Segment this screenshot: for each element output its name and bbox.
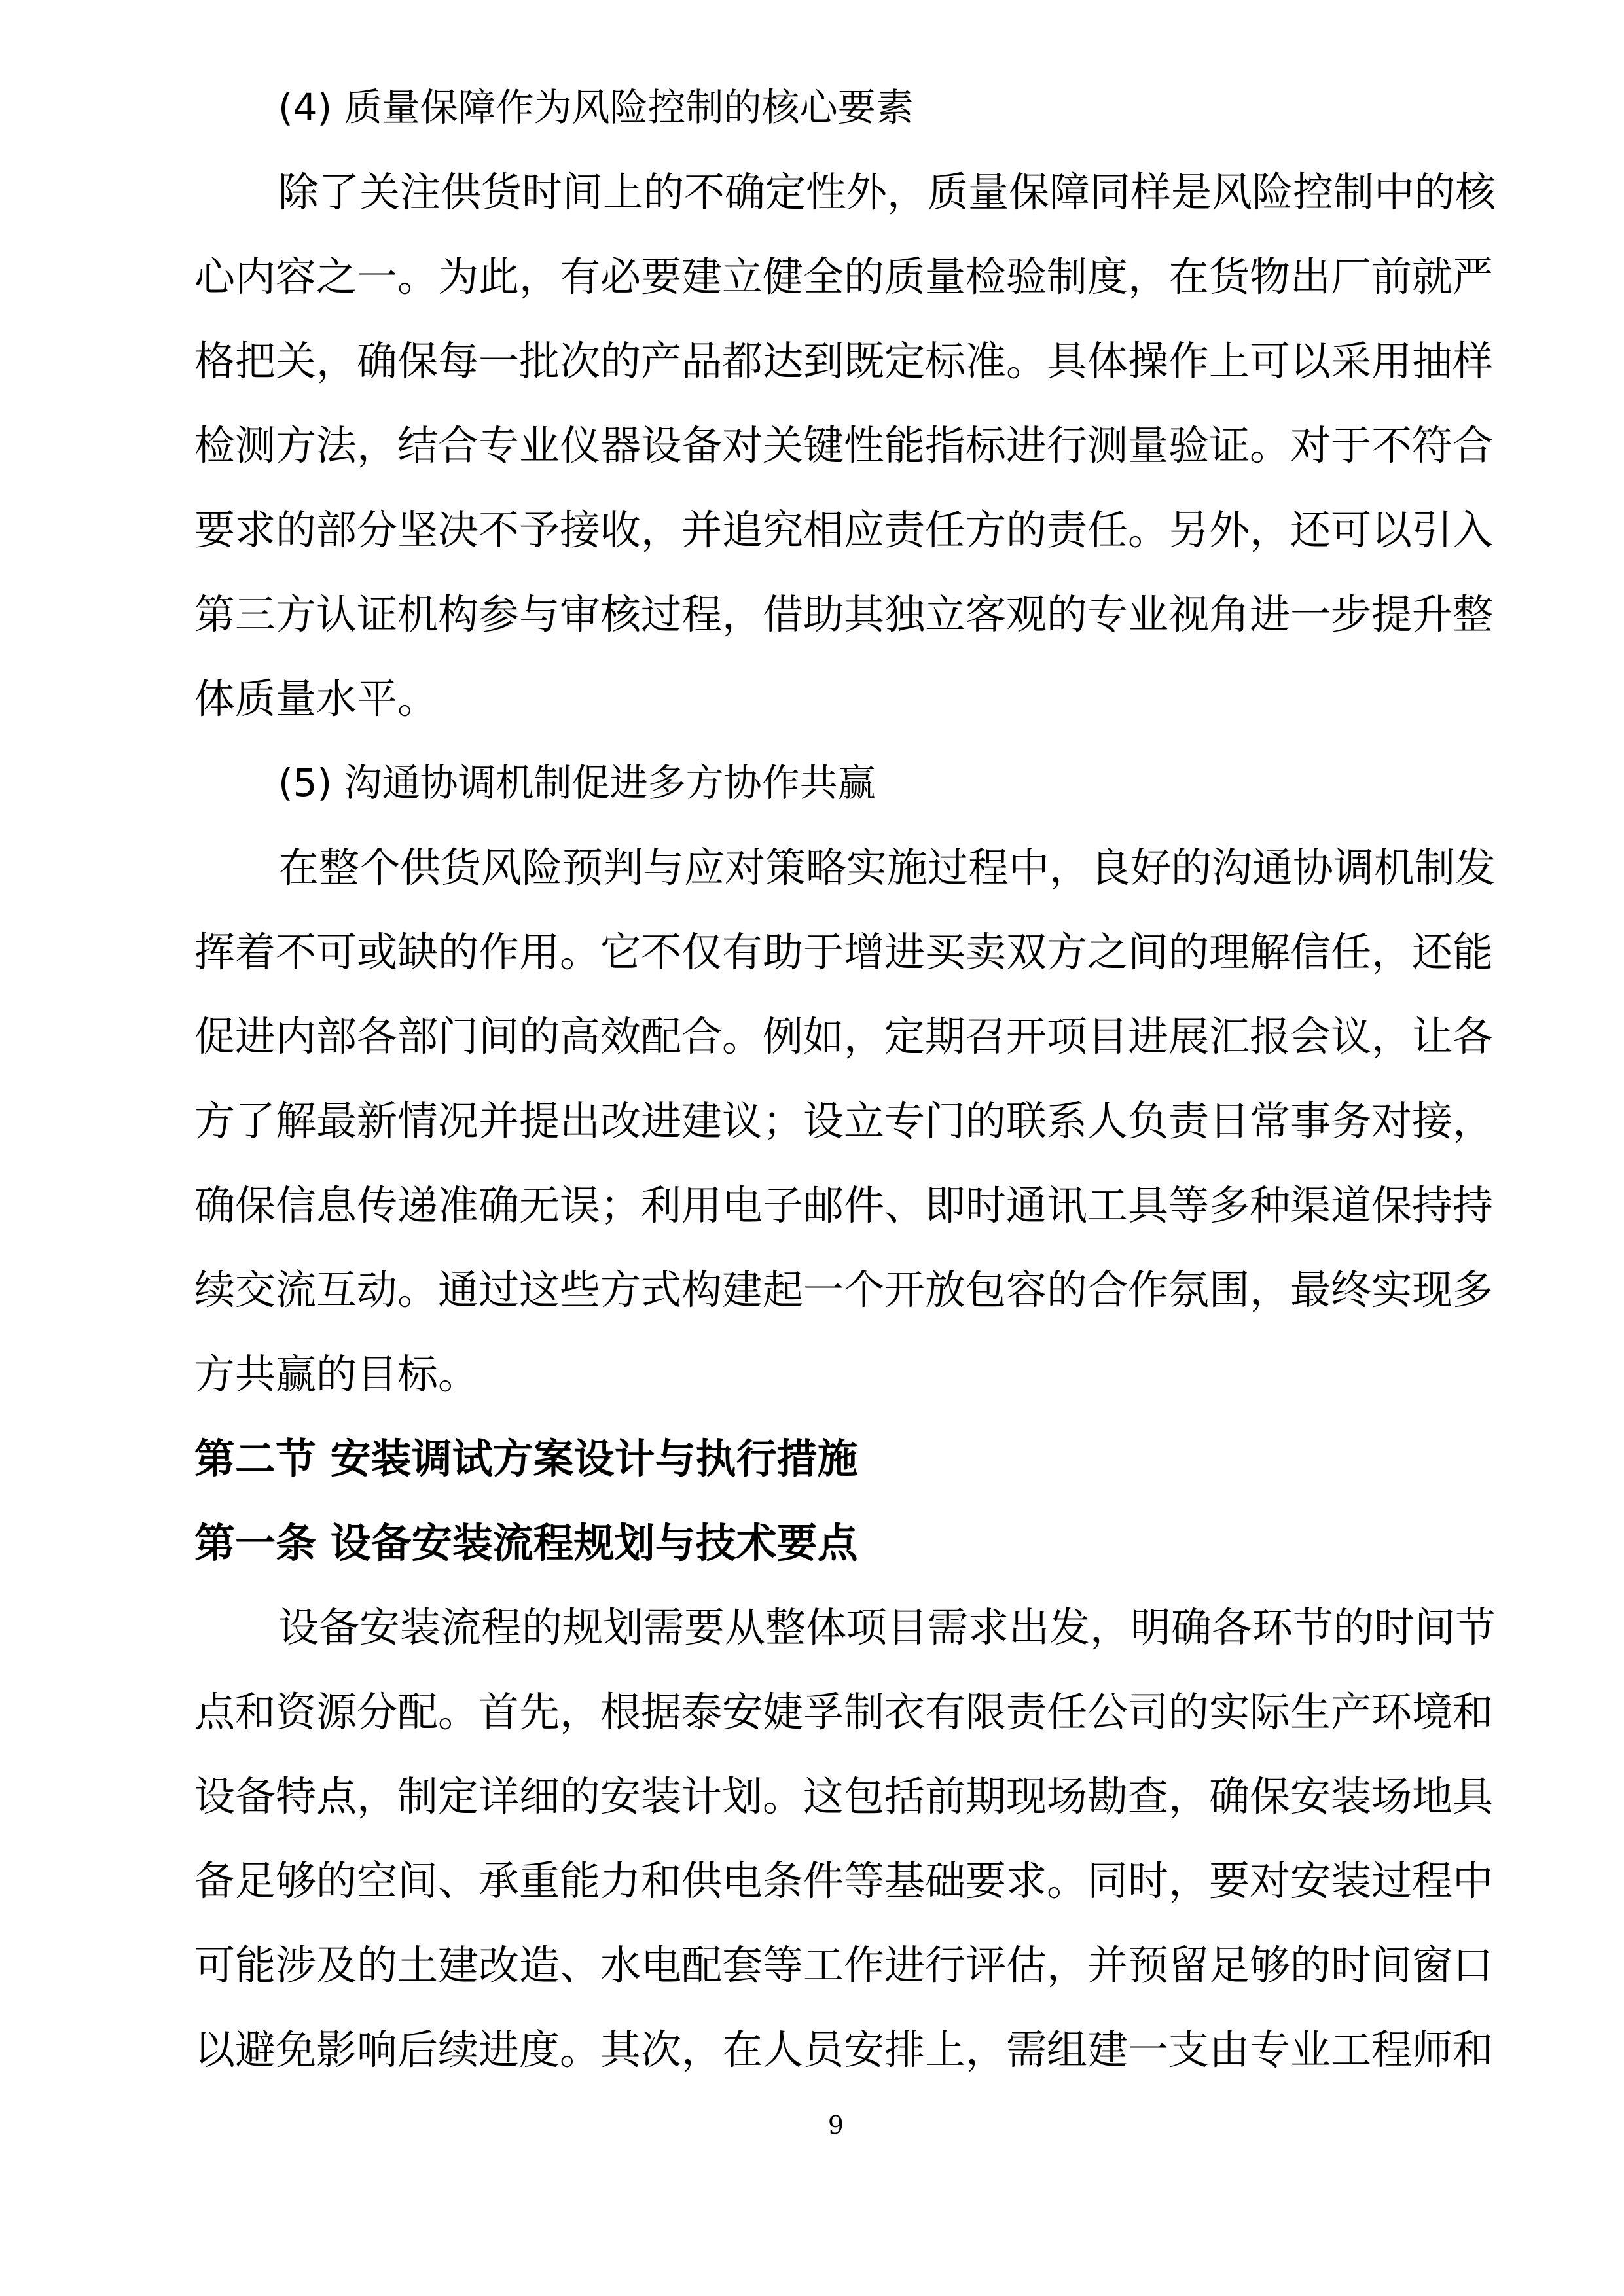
text-line: 确保信息传递准确无误；利用电子邮件、即时通讯工具等多种渠道保持持 xyxy=(194,1181,1494,1229)
paragraph-installation-planning xyxy=(194,1585,1496,2092)
text-line: 点和资源分配。首先，根据泰安婕孚制衣有限责任公司的实际生产环境和 xyxy=(194,1688,1494,1736)
text-line: 可能涉及的土建改造、水电配套等工作进行评估，并预留足够的时间窗口 xyxy=(194,1941,1494,1989)
text-line: 挥着不可或缺的作用。它不仅有助于增进买卖双方之间的理解信任，还能 xyxy=(194,928,1494,976)
text-line: 促进内部各部门间的高效配合。例如，定期召开项目进展汇报会议，让各 xyxy=(194,1013,1494,1060)
text-line: 检测方法，结合专业仪器设备对关键性能指标进行测量验证。对于不符合 xyxy=(194,422,1494,469)
document-body xyxy=(194,65,1496,2092)
subheading-quality-assurance: (4) 质量保障作为风险控制的核心要素 xyxy=(278,85,914,130)
text-line: 方共赢的目标。 xyxy=(194,1350,479,1398)
text-line: 方了解最新情况并提出改进建议；设立专门的联系人负责日常事务对接， xyxy=(194,1097,1494,1145)
paragraph-quality-assurance xyxy=(194,150,1496,741)
text-line: 除了关注供货时间上的不确定性外，质量保障同样是风险控制中的核 xyxy=(278,168,1496,216)
paragraph-communication xyxy=(194,825,1496,1416)
text-line: 体质量水平。 xyxy=(194,675,439,723)
page-number: 9 xyxy=(827,2111,844,2140)
text-line: 设备特点，制定详细的安装计划。这包括前期现场勘查，确保安装场地具 xyxy=(194,1772,1494,1820)
article-heading: 第一条 设备安装流程规划与技术要点 xyxy=(194,1519,858,1567)
text-line: 续交流互动。通过这些方式构建起一个开放包容的合作氛围，最终实现多 xyxy=(194,1266,1494,1314)
text-line: 备足够的空间、承重能力和供电条件等基础要求。同时，要对安装过程中 xyxy=(194,1857,1494,1905)
text-line: 格把关，确保每一批次的产品都达到既定标准。具体操作上可以采用抽样 xyxy=(194,337,1494,385)
text-line: 在整个供货风险预判与应对策略实施过程中，良好的沟通协调机制发 xyxy=(278,844,1496,891)
text-line: 以避免影响后续进度。其次，在人员安排上，需组建一支由专业工程师和 xyxy=(194,2026,1494,2073)
subheading-communication: (5) 沟通协调机制促进多方协作共赢 xyxy=(278,761,876,805)
section-heading: 第二节 安装调试方案设计与执行措施 xyxy=(194,1435,858,1482)
text-line: 第三方认证机构参与审核过程，借助其独立客观的专业视角进一步提升整 xyxy=(194,590,1494,638)
text-line: 心内容之一。为此，有必要建立健全的质量检验制度，在货物出厂前就严 xyxy=(194,253,1494,300)
text-line: 要求的部分坚决不予接收，并追究相应责任方的责任。另外，还可以引入 xyxy=(194,506,1494,554)
text-line: 设备安装流程的规划需要从整体项目需求出发，明确各环节的时间节 xyxy=(278,1604,1496,1651)
